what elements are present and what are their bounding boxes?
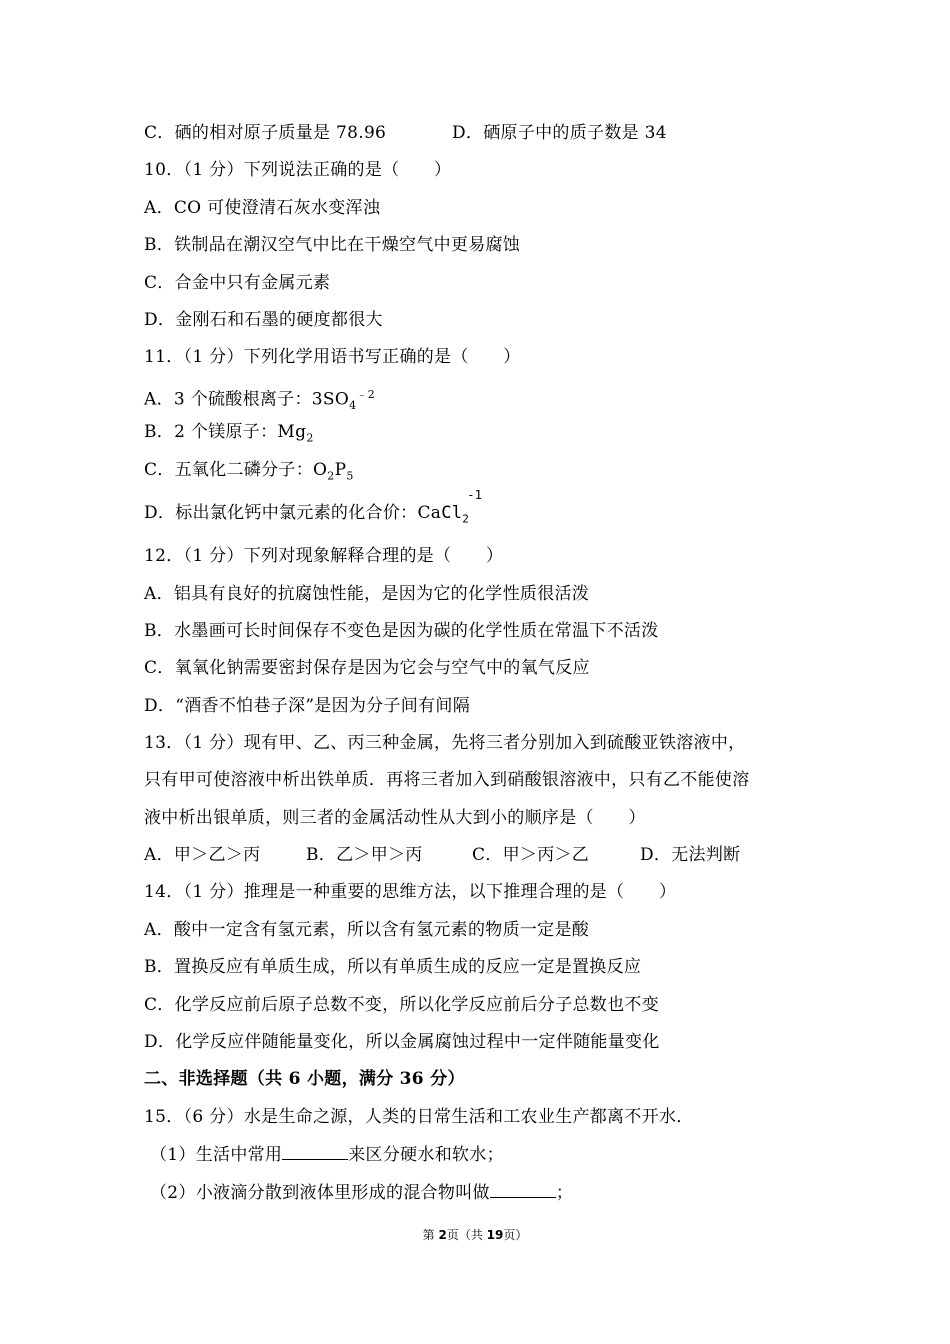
q14-stem: 14．（1 分）推理是一种重要的思维方法，以下推理合理的是（ ） — [144, 882, 677, 902]
q15-part1-blank — [282, 1143, 348, 1160]
q11-option-c — [144, 459, 354, 487]
q11-d-cl-sub: 2 — [462, 512, 470, 526]
q11-b-sub: 2 — [306, 431, 314, 445]
q11-c-text: C．五氧化二磷分子：O — [144, 460, 328, 480]
q14-option-b: B．置换反应有单质生成，所以有单质生成的反应一定是置换反应 — [144, 957, 642, 977]
q12-stem: 12．（1 分）下列对现象解释合理的是（ ） — [144, 546, 504, 566]
footer-total-pages: 19 — [486, 1228, 504, 1242]
q13-option-b: B．乙＞甲＞丙 — [306, 845, 423, 865]
q12-option-b: B．水墨画可长时间保存不变色是因为碳的化学性质在常温下不活泼 — [144, 621, 659, 641]
q11-d-valence: -1 — [467, 488, 483, 502]
q11-c-sub2: 5 — [346, 469, 354, 483]
q11-c-mid: P — [334, 460, 347, 480]
q11-option-a — [144, 384, 375, 417]
q11-stem: 11．（1 分）下列化学用语书写正确的是（ ） — [144, 347, 521, 367]
q15-part2-after: ； — [555, 1183, 574, 1203]
q11-option-b — [144, 421, 314, 449]
q11-option-d — [144, 488, 483, 530]
q15-part1 — [150, 1143, 504, 1166]
footer-page-number: 2 — [438, 1228, 447, 1242]
q11-d-text: D．标出氯化钙中氯元素的化合价： — [144, 503, 418, 523]
q10-option-b: B．铁制品在潮汉空气中比在干燥空气中更易腐蚀 — [144, 235, 521, 255]
q15-part2 — [150, 1181, 573, 1204]
q13-option-a: A．甲＞乙＞丙 — [144, 845, 261, 865]
footer-prefix: 第 — [422, 1228, 439, 1242]
q11-b-text: B．2 个镁原子：Mg — [144, 422, 307, 442]
footer-suffix: 页） — [503, 1228, 528, 1242]
section-heading: 二、非选择题（共 6 小题，满分 36 分） — [144, 1069, 465, 1089]
q10-option-d: D．金刚石和石墨的硬度都很大 — [144, 310, 383, 330]
q9-option-c: C．硒的相对原子质量是 78.96 — [144, 123, 387, 143]
q12-option-c: C．氧氧化钠需要密封保存是因为它会与空气中的氧气反应 — [144, 658, 590, 678]
q15-part1-after: 来区分硬水和软水； — [348, 1145, 504, 1165]
q11-a-text: A．3 个硫酸根离子：3SO — [144, 389, 350, 410]
q12-option-d: D．“酒香不怕巷子深”是因为分子间有间隔 — [144, 696, 471, 716]
page-footer — [0, 1226, 950, 1243]
q11-d-cl: Cl — [441, 503, 463, 523]
footer-mid: 页（共 — [446, 1228, 487, 1242]
q15-part2-before: （2）小液滴分散到液体里形成的混合物叫做 — [150, 1183, 490, 1203]
q15-part2-blank — [490, 1181, 556, 1198]
q10-option-c: C．合金中只有金属元素 — [144, 273, 331, 293]
q13-stem-line2: 只有甲可使溶液中析出铁单质．再将三者加入到硝酸银溶液中，只有乙不能使溶 — [144, 770, 750, 790]
q13-option-c: C．甲＞丙＞乙 — [472, 845, 590, 865]
q13-option-d: D．无法判断 — [640, 845, 741, 865]
q11-c-sub1: 2 — [327, 469, 335, 483]
q10-option-a: A．CO 可使澄清石灰水变浑浊 — [144, 198, 381, 218]
q11-d-formula — [441, 488, 483, 530]
q12-option-a: A．铝具有良好的抗腐蚀性能，是因为它的化学性质很活泼 — [144, 584, 590, 604]
q15-part1-before: （1）生活中常用 — [150, 1145, 283, 1165]
q13-stem-line3: 液中析出银单质，则三者的金属活动性从大到小的顺序是（ ） — [144, 808, 646, 828]
q14-option-d: D．化学反应伴随能量变化，所以金属腐蚀过程中一定伴随能量变化 — [144, 1032, 660, 1052]
q14-option-c: C．化学反应前后原子总数不变，所以化学反应前后分子总数也不变 — [144, 995, 660, 1015]
q10-stem: 10．（1 分）下列说法正确的是（ ） — [144, 160, 452, 180]
q9-option-d: D．硒原子中的质子数是 34 — [452, 123, 667, 143]
q11-d-ca: Ca — [417, 503, 442, 523]
q11-a-sup: ﹣2 — [356, 388, 376, 401]
q15-stem: 15．（6 分）水是生命之源，人类的日常生活和工农业生产都离不开水． — [144, 1107, 694, 1127]
q14-option-a: A．酸中一定含有氢元素，所以含有氢元素的物质一定是酸 — [144, 920, 590, 940]
q13-stem-line1: 13．（1 分）现有甲、乙、丙三种金属，先将三者分别加入到硫酸亚铁溶液中， — [144, 733, 746, 753]
q11-a-sub: 4 — [349, 399, 357, 413]
